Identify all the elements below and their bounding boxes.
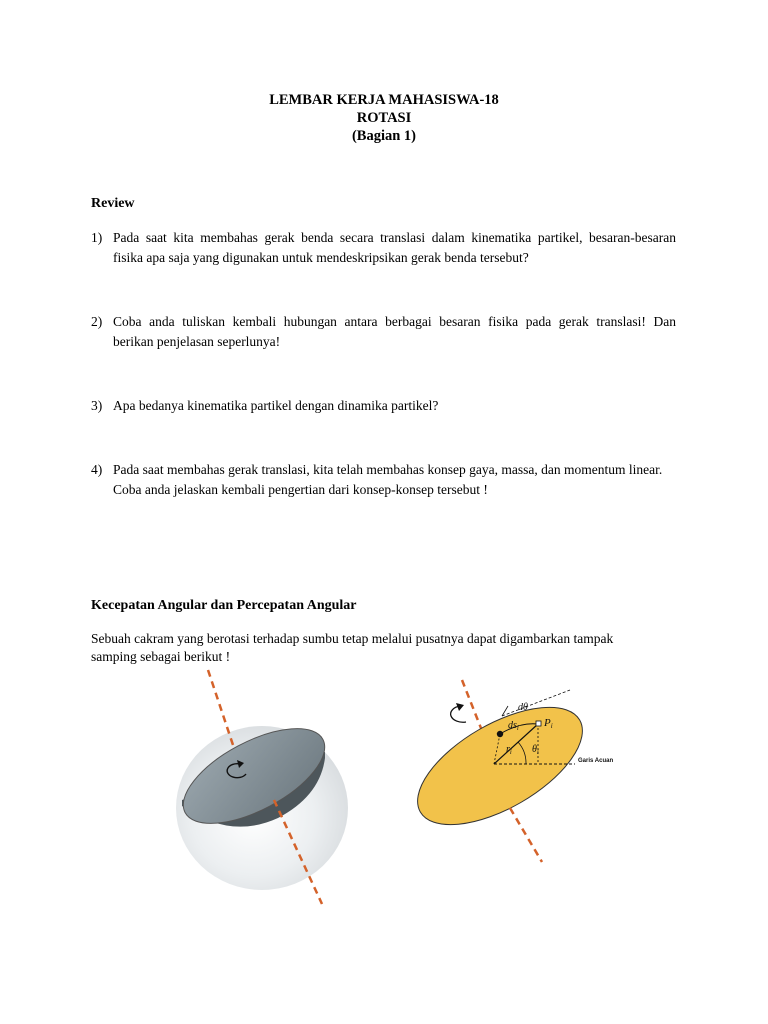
question-number: 4) — [91, 462, 103, 477]
review-question-4 — [91, 460, 676, 500]
angular-paragraph — [91, 630, 691, 666]
question-number: 2) — [91, 314, 103, 329]
label-theta: $\theta_i$ — [532, 744, 539, 756]
label-dtheta: dθ — [518, 702, 528, 713]
point-p — [536, 721, 541, 726]
question-text-line: Pada saat membahas gerak translasi, kita telah membahas konsep gaya, massa, dan momentum linear. — [113, 462, 663, 477]
figure-yellow-disk — [410, 676, 620, 866]
label-garis-acuan: Garis Acuan — [578, 758, 614, 764]
question-text-line: Apa bedanya kinematika partikel dengan dinamika partikel? — [113, 398, 439, 413]
title-line-2: ROTASI — [356, 110, 412, 126]
question-text-line: Pada saat kita membahas gerak benda secara translasi dalam kinematika partikel, besaran-besaran — [113, 230, 676, 245]
question-text-line: berikan penjelasan seperlunya! — [113, 334, 281, 349]
question-number: 3) — [91, 398, 103, 413]
question-text-line: fisika apa saja yang digunakan untuk mendeskripsikan gerak benda tersebut? — [113, 250, 529, 265]
question-text-line: Coba anda jelaskan kembali pengertian dari konsep-konsep tersebut ! — [113, 482, 488, 497]
paragraph-line: samping sebagai berikut ! — [91, 649, 231, 664]
disk-face — [410, 684, 601, 849]
review-question-1 — [91, 228, 676, 268]
review-heading: Review — [91, 196, 135, 211]
point-dot — [497, 731, 503, 737]
question-number: 1) — [91, 230, 103, 245]
title-line-3: (Bagian 1) — [351, 128, 417, 144]
label-p: Pi — [544, 717, 553, 730]
label-ds: $ds_i$ — [508, 720, 519, 732]
review-question-3 — [91, 396, 676, 416]
axis-lower — [510, 808, 542, 862]
question-text-line: Coba anda tuliskan kembali hubungan antara berbagai besaran fisika pada gerak translasi! Dan — [113, 314, 676, 329]
label-r: $r_i$ — [506, 744, 512, 756]
page-title — [0, 91, 768, 145]
review-question-2 — [91, 312, 676, 352]
angular-heading: Kecepatan Angular dan Percepatan Angular — [91, 598, 357, 613]
figure-gray-disk — [170, 668, 370, 908]
title-line-1: LEMBAR KERJA MAHASISWA-18 — [269, 92, 499, 108]
paragraph-line: Sebuah cakram yang berotasi terhadap sumbu tetap melalui pusatnya dapat digambarkan tampak — [91, 631, 614, 646]
